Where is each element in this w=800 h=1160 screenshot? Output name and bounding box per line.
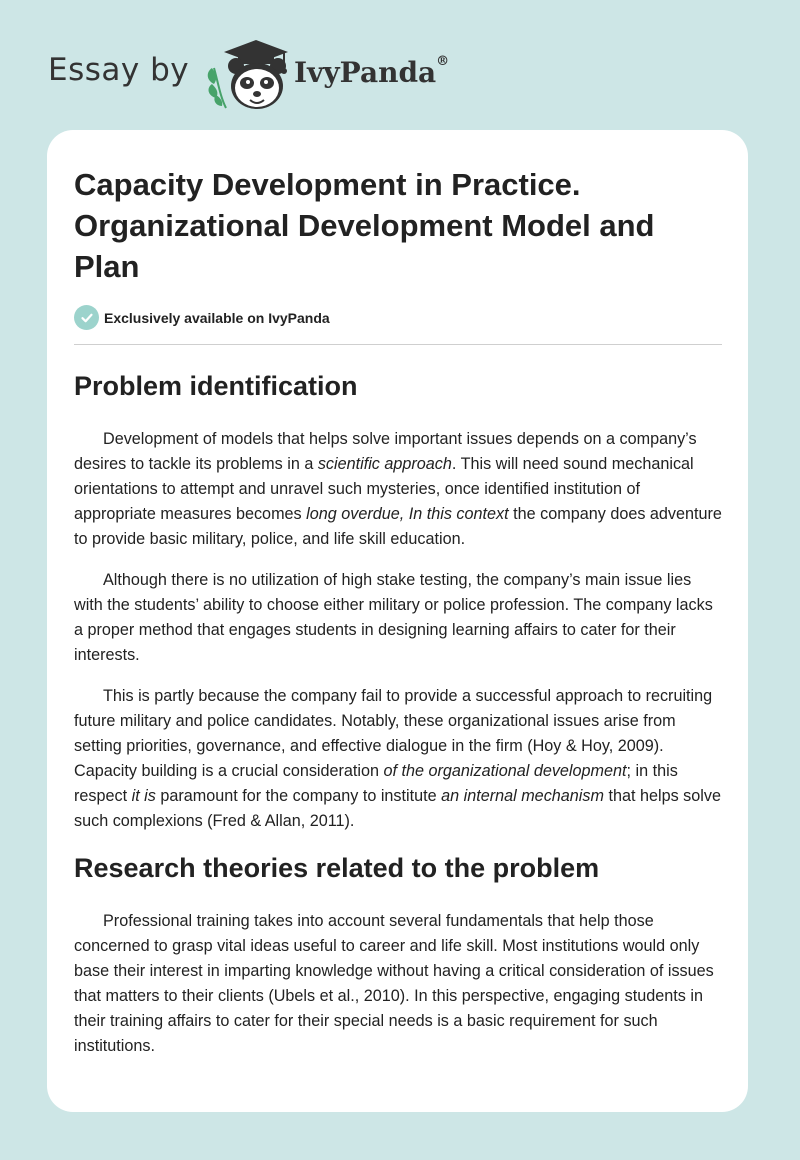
essay-card [47,130,748,1112]
brand-name[interactable]: IvyPanda® [294,54,450,89]
italic-text: an internal mechanism [441,787,604,805]
exclusive-badge [74,305,722,330]
exclusive-badge-text: Exclusively available on IvyPanda [104,309,330,326]
essay-title: Capacity Development in Practice. Organizational Development Model and Plan [74,167,655,284]
text-run: ; in this respect [74,762,678,805]
essay-content [74,164,722,1059]
essay-by-label: Essay by [48,52,190,88]
paragraph [74,427,722,552]
text-run: Professional training takes into account several fundamentals that help those concerned to grasp vital ideas useful to career and life skill. Most institutions would only base their interest in imparting knowledge without having a critical consideration of issues that matters to their clients (Ubels et al., 2010). In this perspective, engaging students in their training affairs to cater for their special needs is a basic requirement for such institutions. [74,912,714,1055]
text-run: that helps solve such complexions (Fred & Allan, 2011). [74,787,721,830]
italic-text: scientific approach [317,455,452,473]
paragraph [74,909,722,1059]
italic-text: it is [131,787,156,805]
text-run: Although there is no utilization of high stake testing, the company’s main issue lies with the students’ ability to choose either military or police profession. The company lacks a proper method that engages students in designing learning affairs to cater for their interests. [74,571,713,664]
text-run: paramount for the company to institute [155,787,442,805]
title-divider [74,344,722,345]
registered-mark: ® [436,54,450,69]
text-run: This is partly because the company fail to provide a successful approach to recruiting future military and police candidates. Notably, these organizational issues arise from setting priorities, governance, and effective dialogue in the firm (Hoy & Hoy, 2009). Capacity building is a crucial consideration [74,687,713,780]
text-run: . This will need sound mechanical orientations to attempt and unravel such mysteries, once identified institution of appropriate measures becomes [74,455,694,523]
paragraph [74,568,722,668]
text-run: the company does adventure to provide basic military, police, and life skill education. [74,505,722,548]
text-run: Development of models that helps solve important issues depends on a company’s desires to tackle its problems in a [74,430,697,473]
italic-text: of the organizational development [383,762,627,780]
panda-logo-icon[interactable] [200,36,296,112]
section-heading-research: Research theories related to the problem [74,853,600,883]
section-heading-problem: Problem identification [74,371,358,401]
check-circle-icon [74,305,99,330]
paragraph [74,684,722,834]
site-header [48,34,528,114]
italic-text: long overdue, In this context [306,505,509,523]
